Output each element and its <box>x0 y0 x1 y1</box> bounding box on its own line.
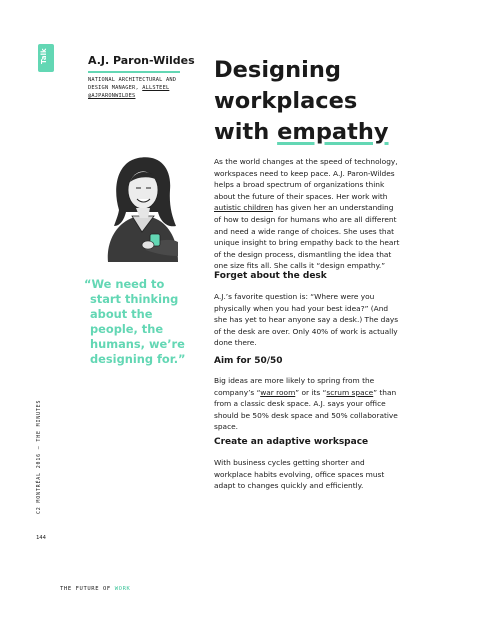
author-handle-link[interactable]: @AJPARONWILDES <box>88 93 136 99</box>
quote-line: start thinking <box>90 292 179 306</box>
author-title-line1: NATIONAL ARCHITECTURAL AND <box>88 77 177 83</box>
section-heading-adaptive: Create an adaptive workspace <box>214 437 369 447</box>
side-running-label: C2 MONTRÉAL 2016 — THE MINUTES <box>36 399 42 514</box>
scrum-space-link[interactable]: scrum space <box>326 387 374 397</box>
author-title-line2: DESIGN MANAGER, ALLSTEEL <box>88 85 170 91</box>
quote-line: “We need to <box>84 277 165 291</box>
title-line-1: Designing <box>214 57 342 83</box>
quote-line: designing for.” <box>90 352 186 366</box>
war-room-link[interactable]: war room <box>260 387 296 397</box>
section-heading-50-50: Aim for 50/50 <box>214 356 283 366</box>
portrait-illustration <box>86 150 200 262</box>
author-meta <box>88 76 198 100</box>
author-name: A.J. Paron-Wildes <box>88 54 195 67</box>
title-highlight: empathy <box>277 119 389 145</box>
section-text-50-50: Big ideas are more likely to spring from the company’s “war room” or its “scrum space” than from a classic desk space. A.J. says your office should be 50% desk space and 50% collaborative space. <box>214 376 398 432</box>
page-number: 144 <box>36 535 46 541</box>
title-line-2: workplaces <box>214 88 358 114</box>
section-heading-desk: Forget about the desk <box>214 271 327 281</box>
author-rule <box>88 71 180 73</box>
autistic-children-link[interactable]: autistic children <box>214 203 274 213</box>
pull-quote <box>84 277 204 367</box>
quote-line: humans, we’re <box>90 337 185 351</box>
title-line-3: with empathy <box>214 119 389 145</box>
talk-tab <box>38 44 54 72</box>
quote-line: about the <box>90 307 153 321</box>
talk-tab-label: Talk <box>40 48 48 64</box>
section-text-desk: A.J.’s favorite question is: “Where were you physically when you had your best idea?” (And she has yet to hear anyone say a desk.) The days of the desk are over. Only 40% of work is actually done there. <box>214 292 399 348</box>
section-text-adaptive: With business cycles getting shorter and workplace habits evolving, office spaces must adapt to changes quickly and efficiently. <box>214 458 385 491</box>
company-link[interactable]: ALLSTEEL <box>142 85 170 91</box>
intro-paragraph: As the world changes at the speed of technology, workspaces need to keep pace. A.J. Paron-Wildes helps a broad spectrum of organizations think about the future of their spaces. Her work with autistic children has given her an understanding of how to design for humans who are all different and need a wide range of choices. She uses that unique insight to bring empathy back to the heart of the design process, dismantling the idea that one size fits all. She calls it “design empathy.” <box>214 157 400 271</box>
footer-accent: WORK <box>114 586 131 592</box>
footer-section-label: THE FUTURE OF WORK <box>60 586 131 592</box>
quote-line: people, the <box>90 322 164 336</box>
article-title <box>214 55 414 148</box>
